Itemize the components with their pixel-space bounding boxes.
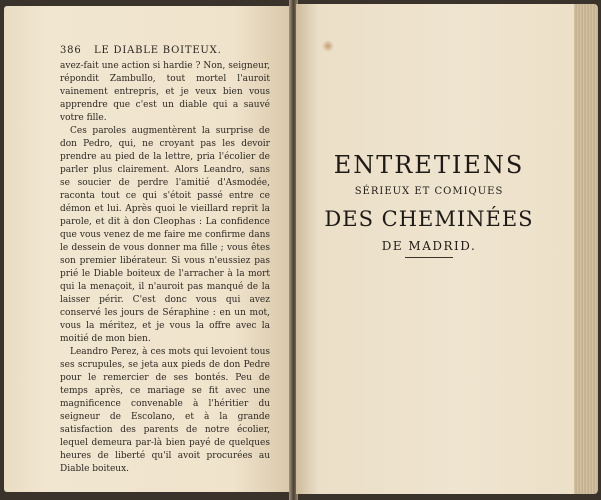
left-page-body xyxy=(60,60,270,476)
title-line-3: DES CHEMINÉES xyxy=(324,207,534,231)
title-line-4: DE MADRID. xyxy=(381,239,477,253)
paragraph-2: Ces paroles augmentèrent la surprise de don Pedro, qui, ne croyant pas les devoir prendre au pied de la lettre, pria l'écolier de parler plus clairement. Alors Leandro, sans se soucier de perdre l'amitié d'Asmodée, raconta tout ce qui s'étoit passé entre ce démon et lui. Après quoi le vieillard reprit la parole, et dit à don Cleophas : La confidence que vous venez de me faire me confirme dans le dessein de vous donner ma fille ; vous êtes son premier libérateur. Si vous n'eussiez pas prié le Diable boiteux de l'arracher à la mort qui la menaçoit, il n'auroit pas manqué de la laisser périr. C'est donc vous qui avez conservé les jours de Séraphine : en un mot, vous la méritez, et je vous la offre avec la moitié de mon bien. xyxy=(60,126,270,344)
paragraph-1: avez-fait une action si hardie ? Non, seigneur, répondit Zambullo, tout mortel l'auroit vainement entrepris, et je veux bien vous apprendre que c'est un diable qui a sauvé votre fille. xyxy=(60,61,270,123)
foxing-spot xyxy=(322,40,334,52)
section-title-block xyxy=(300,150,558,258)
running-head: LE DIABLE BOITEUX. xyxy=(94,45,222,56)
page-edges xyxy=(574,4,598,494)
title-line-1: ENTRETIENS xyxy=(333,151,525,179)
paragraph-3: Leandro Perez, à ces mots qui levoient tous ses scrupules, se jeta aux pieds de don Pedre pour le remercier de ses bontés. Peu de temps après, ce mariage se fit avec une magnificence convenable à l'héritier du seigneur de Escolano, et à la grande satisfaction des parents de notre écolier, lequel demeura par-là bien payé de quelques heures de liberté qu'il avoit procurées au Diable boiteux. xyxy=(60,347,270,474)
title-line-2: SÉRIEUX ET COMIQUES xyxy=(354,186,504,197)
page-number: 386 xyxy=(60,45,82,56)
title-underline xyxy=(405,257,453,258)
